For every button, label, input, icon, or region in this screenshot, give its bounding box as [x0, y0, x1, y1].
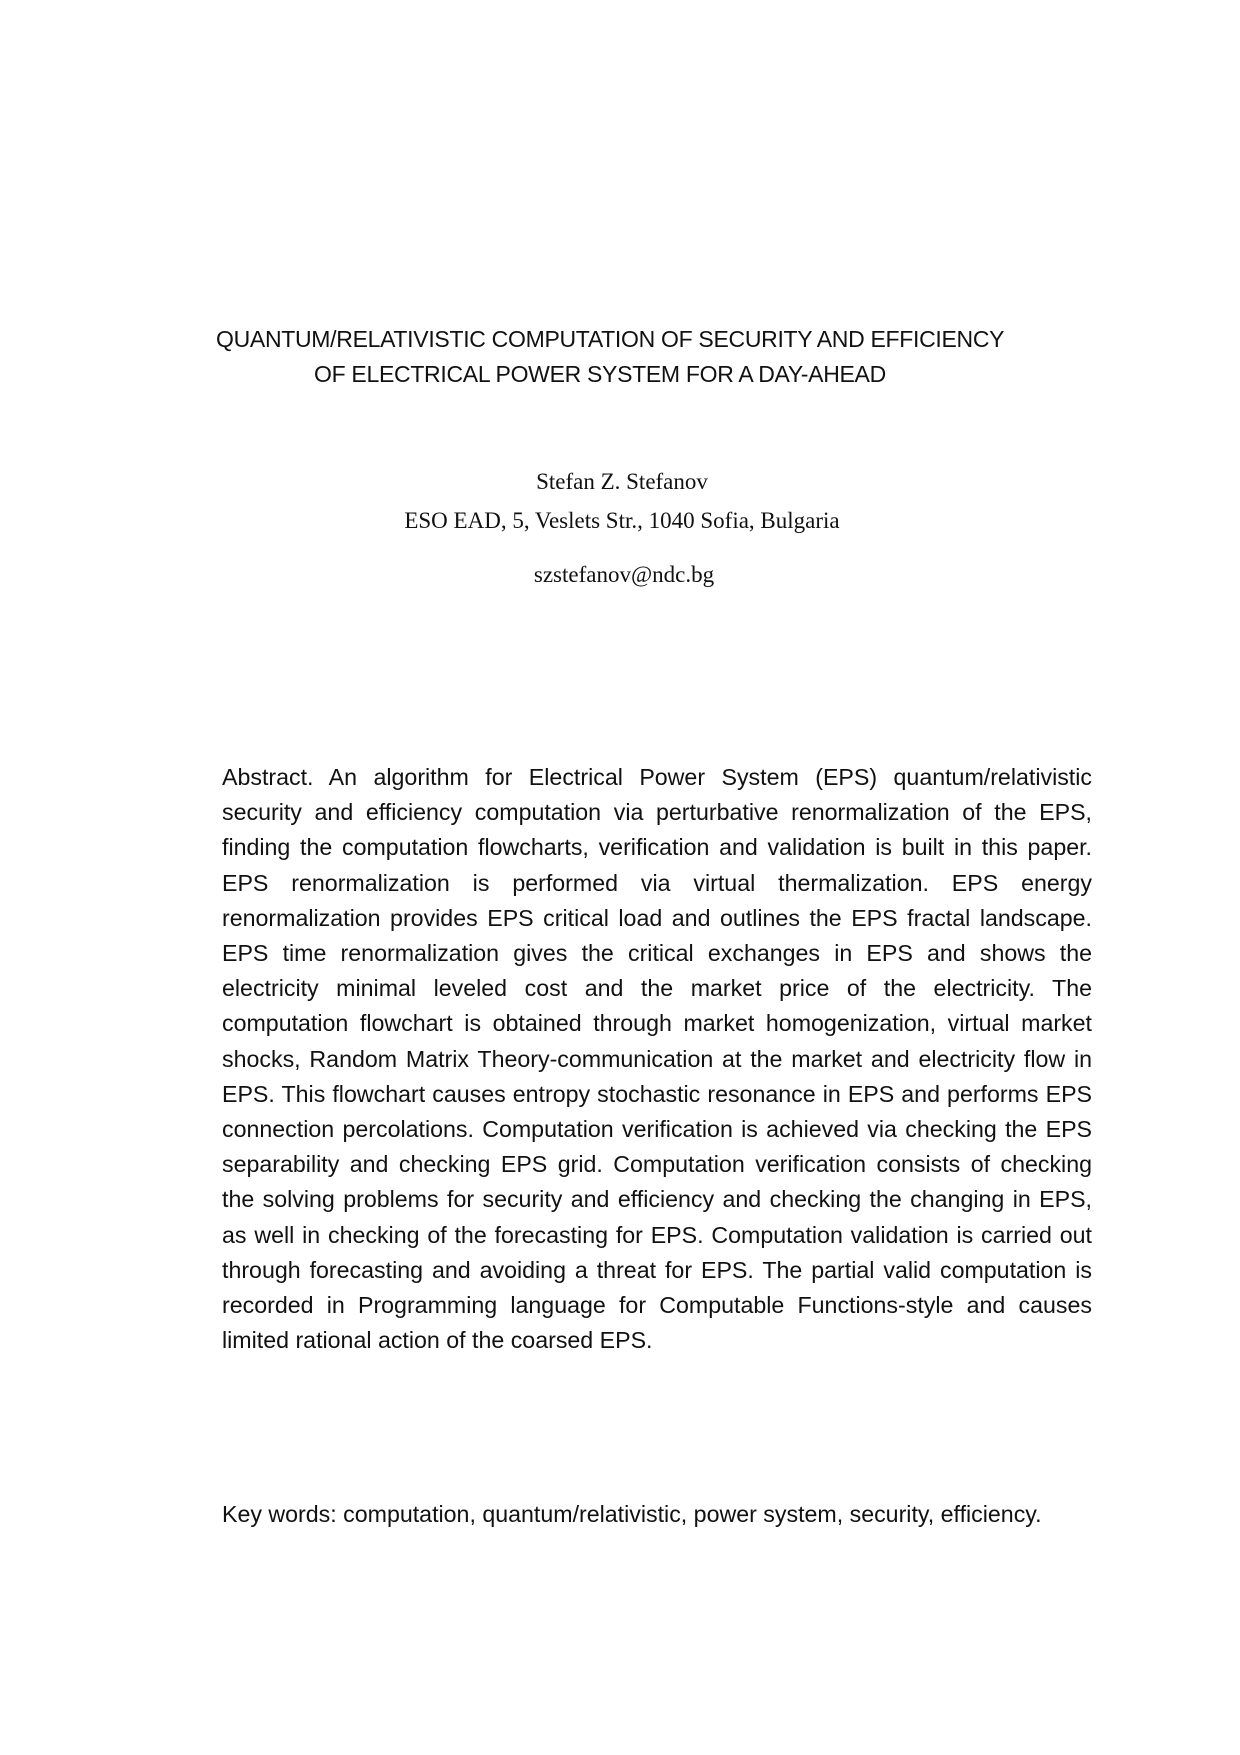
paper-title-line-1: QUANTUM/RELATIVISTIC COMPUTATION OF SECURITY AND EFFICIENCY [216, 326, 1005, 352]
author-name: Stefan Z. Stefanov [536, 469, 708, 494]
abstract-paragraph: Abstract. An algorithm for Electrical Power System (EPS) quantum/relativistic security and efficiency computation via perturbative renormalization of the EPS, finding the computation flowcharts, verification and validation is built in this paper. EPS renormalization is performed via virtual thermalization. EPS energy renormalization provides EPS critical load and outlines the EPS fractal landscape. EPS time renormalization gives the critical exchanges in EPS and shows the electricity minimal leveled cost and the market price of the electricity. The computation flowchart is obtained through market homogenization, virtual market shocks, Random Matrix Theory-communication at the market and electricity flow in EPS. This flowchart causes entropy stochastic resonance in EPS and performs EPS connection percolations. Computation verification is achieved via checking the EPS separability and checking EPS grid. Computation verification consists of checking the solving problems for security and efficiency and checking the changing in EPS, as well in checking of the forecasting for EPS. Computation validation is carried out through forecasting and avoiding a threat for EPS. The partial valid computation is recorded in Programming language for Computable Functions-style and causes limited rational action of the coarsed EPS. [222, 764, 1092, 1354]
author-email: szstefanov@ndc.bg [533, 562, 715, 587]
paper-title-line-2: OF ELECTRICAL POWER SYSTEM FOR A DAY-AHEAD [314, 361, 886, 387]
keywords-paragraph: Key words: computation, quantum/relativistic, power system, security, efficiency. [222, 1501, 1042, 1527]
author-affiliation: ESO EAD, 5, Veslets Str., 1040 Sofia, Bulgaria [404, 508, 840, 533]
